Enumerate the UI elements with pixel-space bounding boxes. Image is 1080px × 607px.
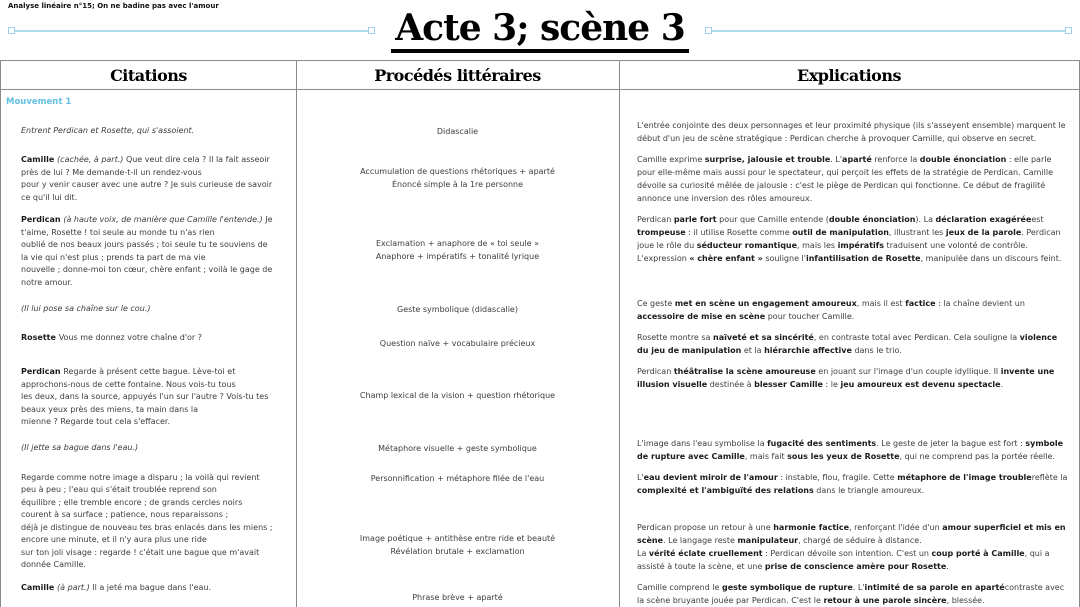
- table-row: [1, 148, 1079, 208]
- procede-line: Champ lexical de la vision + question rhétorique: [359, 391, 556, 401]
- citation-paragraph: Entrent Perdican et Rosette, qui s'assoient.: [21, 125, 195, 135]
- table-row: [1, 576, 1079, 607]
- citation-cell: [1, 466, 296, 576]
- decorative-line-left: [10, 30, 373, 32]
- procede-line: Image poétique + antithèse entre ride et beauté: [359, 533, 556, 543]
- procede-group: [308, 591, 607, 604]
- table-body: [1, 90, 1079, 607]
- line-handle-square-icon: [8, 27, 15, 34]
- explication-paragraph: Perdican théâtralise la scène amoureuse en jouant sur l'image d'un couple idyllique. Il invente une illusion visuelle destinée à blesser Camille : le jeu amoureux est devenu spectacle.: [637, 367, 1055, 389]
- table-row: [1, 208, 1079, 292]
- explication-cell: [619, 326, 1079, 360]
- citation-paragraph: Rosette Vous me donnez votre chaîne d'or ?: [21, 333, 202, 342]
- explication-paragraph: Camille comprend le geste symbolique de rupture. L'intimité de sa parole en apartécontraste avec la scène bruyante jouée par Perdican. C'est le retour à une parole sincère, blessée.: [637, 582, 1065, 605]
- citation-cell: [1, 292, 296, 326]
- procede-line: Phrase brève + aparté: [412, 593, 503, 602]
- procedes-cell: [296, 148, 619, 208]
- title-row: [0, 6, 1080, 56]
- procede-line: Question naïve + vocabulaire précieux: [379, 338, 536, 348]
- procede-group: [308, 532, 607, 558]
- procede-line: Personnification + métaphore filée de l'eau: [370, 473, 545, 483]
- procede-line: Accumulation de questions rhétoriques + aparté: [360, 167, 555, 176]
- citation-cell: [1, 360, 296, 432]
- table-row: [1, 114, 1079, 148]
- explication-cell: [619, 576, 1079, 607]
- citation-cell: [1, 114, 296, 148]
- citation-cell: [1, 326, 296, 360]
- citation-paragraph: (Il jette sa bague dans l'eau.): [21, 443, 139, 453]
- procedes-cell: [296, 114, 619, 148]
- header-explications: Explications: [797, 65, 901, 85]
- header-procedes: Procédés littéraires: [374, 65, 541, 85]
- procede-line: Révélation brutale + exclamation: [390, 546, 525, 556]
- procedes-cell: [296, 292, 619, 326]
- explication-cell: [619, 360, 1079, 432]
- citation-cell: [1, 432, 296, 466]
- table-row: [1, 360, 1079, 432]
- procede-group: [308, 472, 607, 485]
- citation-paragraph: Perdican Regarde à présent cette bague. Lève-toi et approchons-nous de cette fontaine. Nous vois-tu tous les deux, dans la source, appuyés l'un sur l'autre ? Vois-tu tes beaux yeux près des miens, ta main dans la mienne ? Regarde tout cela s'effacer.: [21, 367, 269, 426]
- citation-cell: [1, 148, 296, 208]
- procede-line: Anaphore + impératifs + tonalité lyrique: [375, 252, 540, 261]
- citation-paragraph: Camille (à part.) Il a jeté ma bague dans l'eau.: [21, 582, 212, 592]
- explication-cell: [619, 292, 1079, 326]
- procedes-cell: [296, 208, 619, 292]
- line-handle-square-icon: [1065, 27, 1072, 34]
- page-title: Acte 3; scène 3: [391, 10, 689, 53]
- explication-cell: [619, 432, 1079, 466]
- procede-group: [308, 237, 607, 263]
- citation-paragraph: Camille (cachée, à part.) Que veut dire cela ? Il la fait asseoir près de lui ? Me demande-t-il un rendez-vous pour y venir causer avec une autre ? Je suis curieuse de savoir ce qu'il lui dit.: [21, 155, 273, 202]
- citation-paragraph: Regarde comme notre image a disparu ; la voilà qui revient peu à peu ; l'eau qui s'était troublée reprend son équilibre ; elle tremble encore ; de grands cercles noirs courent à sa surface ; patience, nous reparaissons ; déjà je distingue de nouveau tes bras enlacés dans les miens ; encore une minute, et il n'y aura plus une ride sur ton joli visage : regarde ! c'était une bague que m'avait donnée Camille.: [21, 472, 273, 569]
- line-handle-square-icon: [705, 27, 712, 34]
- table-row: [1, 326, 1079, 360]
- table-row: [1, 432, 1079, 466]
- citation-cell: [1, 208, 296, 292]
- explication-cell: [619, 466, 1079, 576]
- explication-cell: [619, 148, 1079, 208]
- table-row: [1, 292, 1079, 326]
- procede-group: [308, 125, 607, 138]
- procedes-cell: [296, 576, 619, 607]
- table-header-row: [1, 61, 1079, 90]
- explication-cell: [619, 114, 1079, 148]
- header-citations: Citations: [110, 65, 187, 85]
- procede-line: Métaphore visuelle + geste symbolique: [378, 444, 537, 453]
- procedes-cell: [296, 432, 619, 466]
- line-handle-square-icon: [368, 27, 375, 34]
- column-divider: [296, 61, 297, 607]
- explication-paragraph: Perdican parle fort pour que Camille entende (double énonciation). La déclaration exagéréeest trompeuse : il utilise Rosette comme outil de manipulation, illustrant les jeux de la parole. Perdican joue le rôle du séducteur romantique, mais les impératifs traduisent une volonté de contrôle. L'expression « chère enfant » souligne l'infantilisation de Rosette, manipulée dans un discours feint.: [637, 215, 1062, 263]
- procede-line: Geste symbolique (didascalie): [397, 304, 518, 314]
- decorative-line-right: [707, 30, 1070, 32]
- explication-paragraph: L'entrée conjointe des deux personnages et leur proximité physique (ils s'asseyent ensemble) marquent le début d'un jeu de scène stratégique : Perdican cherche à provoquer Camille, qui observe en secret.: [637, 121, 1066, 143]
- procede-group: [308, 165, 607, 191]
- procede-line: Exclamation + anaphore de « toi seule »: [376, 239, 539, 248]
- procede-line: Énoncé simple à la 1re personne: [391, 180, 524, 189]
- citation-cell: [1, 576, 296, 607]
- procede-group: [308, 389, 607, 402]
- column-divider: [619, 61, 620, 607]
- procedes-cell: [296, 360, 619, 432]
- table-rows: [1, 114, 1079, 607]
- document-subtitle-note: Analyse linéaire n°15; On ne badine pas avec l'amour: [8, 2, 219, 10]
- procedes-cell: [296, 326, 619, 360]
- procede-group: [308, 442, 607, 455]
- analysis-table: [0, 60, 1080, 607]
- mouvement-label: Mouvement 1: [6, 97, 72, 107]
- procede-group: [308, 303, 607, 316]
- explication-paragraph: L'eau devient miroir de l'amour : instable, flou, fragile. Cette métaphore de l'image troublereflète la complexité et l'ambiguïté des relations dans le triangle amoureux.: [637, 472, 1068, 495]
- explication-paragraph: Rosette montre sa naïveté et sa sincérité, en contraste total avec Perdican. Cela souligne la violence du jeu de manipulation et la hiérarchie affective dans le trio.: [637, 333, 1058, 355]
- explication-paragraph: Perdican propose un retour à une harmonie factice, renforçant l'idée d'un amour superficiel et mis en scène. Le langage reste manipulateur, chargé de séduire à distance. La vérité éclate cruellement : Perdican dévoile son intention. C'est un coup porté à Camille, qui a assisté à toute la scène, et une prise de conscience amère pour Rosette.: [637, 522, 1066, 571]
- procedes-cell: [296, 466, 619, 576]
- citation-paragraph: Perdican (à haute voix, de manière que Camille l'entende.) Je t'aime, Rosette ! toi seule au monde tu n'as rien oublié de nos beaux jours passés ; toi seule tu te souviens de la vie qui n'est plus ; prends ta part de ma vie nouvelle ; donne-moi ton cœur, chère enfant ; voilà le gage de notre amour.: [21, 215, 273, 287]
- explication-cell: [619, 208, 1079, 292]
- explication-paragraph: Ce geste met en scène un engagement amoureux, mais il est factice : la chaîne devient un accessoire de mise en scène pour toucher Camille.: [637, 299, 1025, 321]
- explication-paragraph: L'image dans l'eau symbolise la fugacité des sentiments. Le geste de jeter la bague est fort : symbole de rupture avec Camille, mais fait sous les yeux de Rosette, qui ne comprend pas la portée réelle.: [637, 438, 1064, 461]
- procede-group: [308, 337, 607, 350]
- explication-paragraph: Camille exprime surprise, jalousie et trouble. L'aparté renforce la double énonciation : elle parle pour elle-même mais aussi pour le spectateur, qui perçoit les effets de la stratégie de Perdican. Camille dévoile sa curiosité mêlée de jalousie : c'est le piège de Perdican qui fonctionne. Ce début de fragilité annonce une inversion des rôles amoureux.: [637, 155, 1053, 203]
- citation-paragraph: (Il lui pose sa chaîne sur le cou.): [21, 303, 151, 313]
- table-row: [1, 466, 1079, 576]
- procede-line: Didascalie: [436, 126, 479, 136]
